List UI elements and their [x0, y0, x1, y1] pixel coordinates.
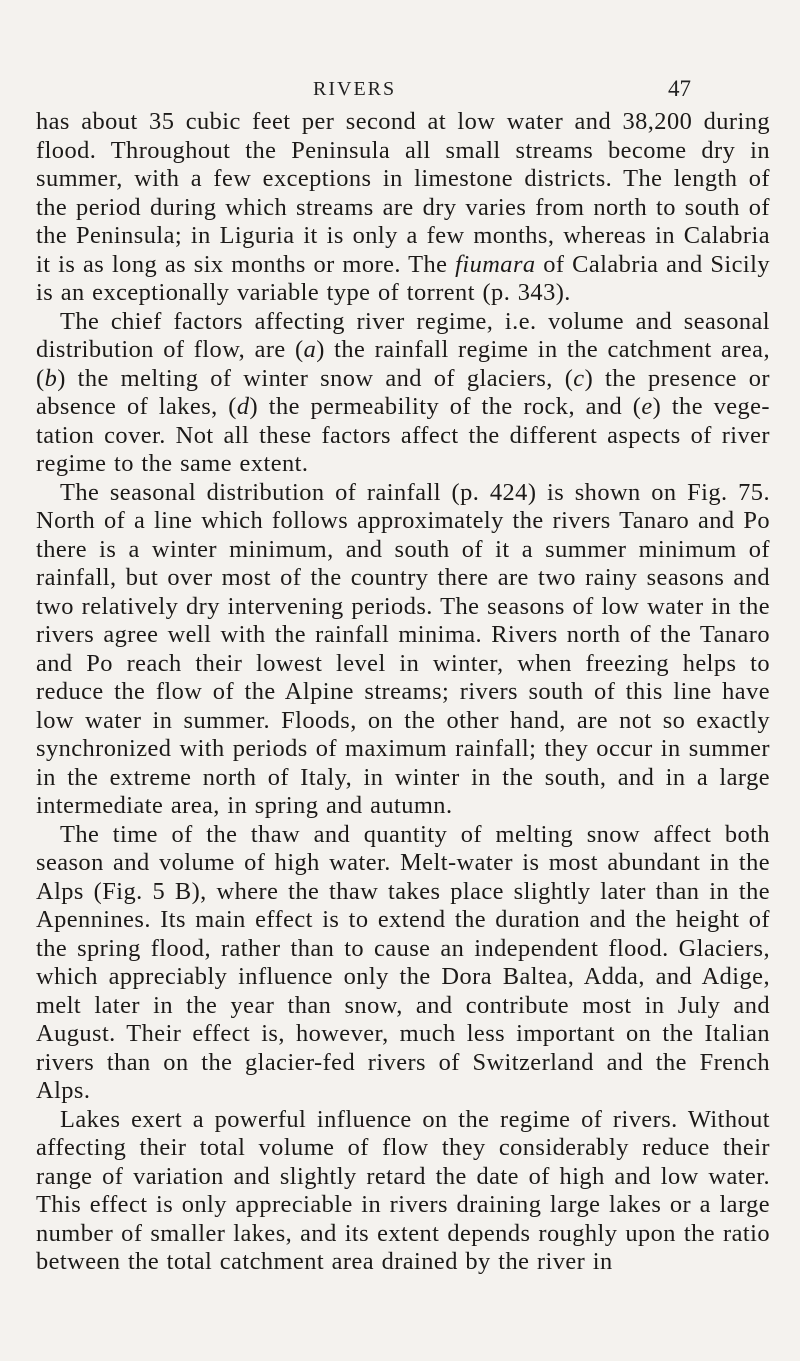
text-run: The chief factors affecting river regime, i.e. volume and seasonal distribution of flow, are ( [36, 307, 770, 363]
italic-text: b [44, 364, 58, 392]
text-run: ) the melting of winter snow and of glaciers, ( [57, 364, 574, 392]
italic-text: a [303, 336, 317, 363]
paragraph [36, 479, 770, 821]
paragraph [36, 308, 770, 479]
text-run: The time of the thaw and quantity of melting snow affect both season and volume of high water. Melt-water is most abundant in the Alps (Fig. 5 B), where the thaw takes place slightly later than in the Apennines. Its main effect is to extend the duration and the height of the spring flood, rather than to cause an independent flood. Glaciers, which appreciably influence only the Dora Baltea, Adda, and Adige, melt later in the year than snow, and contribute most in July and August. Their effect is, however, much less important on the Italian rivers than on the glacier-fed rivers of Switzerland and the French Alps. [36, 820, 770, 1104]
italic-text: e [641, 393, 653, 420]
paragraph [36, 821, 770, 1106]
body-text [36, 108, 770, 1277]
text-run: has about 35 cubic feet per second at low water and 38,200 during flood. Throughout the Peninsula all small streams become dry in summer, with a few exceptions in limestone districts. The length of the period during which streams are dry varies from north to south of the Peninsula; in Liguria it is only a few months, whereas in Calabria it is as long as six months or more. The [36, 108, 770, 278]
text-run: of Calabria and Sicily is an exceptionally variable type of torrent (p. 343). [36, 250, 770, 306]
page-number: 47 [668, 76, 691, 101]
text-run: Lakes exert a powerful influence on the regime of rivers. Without affecting their total volume of flow they considerably reduce their range of variation and slightly retard the date of high and low water. This effect is only appreciable in rivers draining large lakes or a large number of smaller lakes, and its extent depends roughly upon the ratio between the total catchment area drained by the river in [36, 1105, 770, 1275]
italic-text: c [573, 364, 585, 392]
italic-text: d [236, 393, 250, 420]
running-title: RIVERS [313, 78, 397, 100]
text-run: ) the rainfall regime in the catchment area, ( [36, 336, 771, 392]
text-run: ) the vege- tation cover. Not all these factors affect the different aspects of river regime to the same extent. [36, 393, 770, 477]
paragraph [36, 1106, 770, 1277]
paragraph [36, 108, 770, 308]
text-run: ) the presence or absence of lakes, ( [36, 364, 770, 420]
italic-text: fiumara [455, 250, 536, 278]
running-head [0, 74, 800, 104]
text-run: ) the permeability of the rock, and ( [249, 393, 642, 420]
text-run: The seasonal distribution of rainfall (p. 424) is shown on Fig. 75. North of a line which follows approximately the rivers Tanaro and Po there is a winter minimum, and south of it a summer minimum of rainfall, but over most of the country there are two rainy seasons and two relatively dry intervening periods. The seasons of low water in the rivers agree well with the rainfall minima. Rivers north of the Tanaro and Po reach their lowest level in winter, when freezing helps to reduce the flow of the Alpine streams; rivers south of this line have low water in summer. Floods, on the other hand, are not so exactly synchronized with periods of maximum rainfall; they occur in summer in the extreme north of Italy, in winter in the south, and in a large intermediate area, in spring and autumn. [36, 478, 770, 819]
